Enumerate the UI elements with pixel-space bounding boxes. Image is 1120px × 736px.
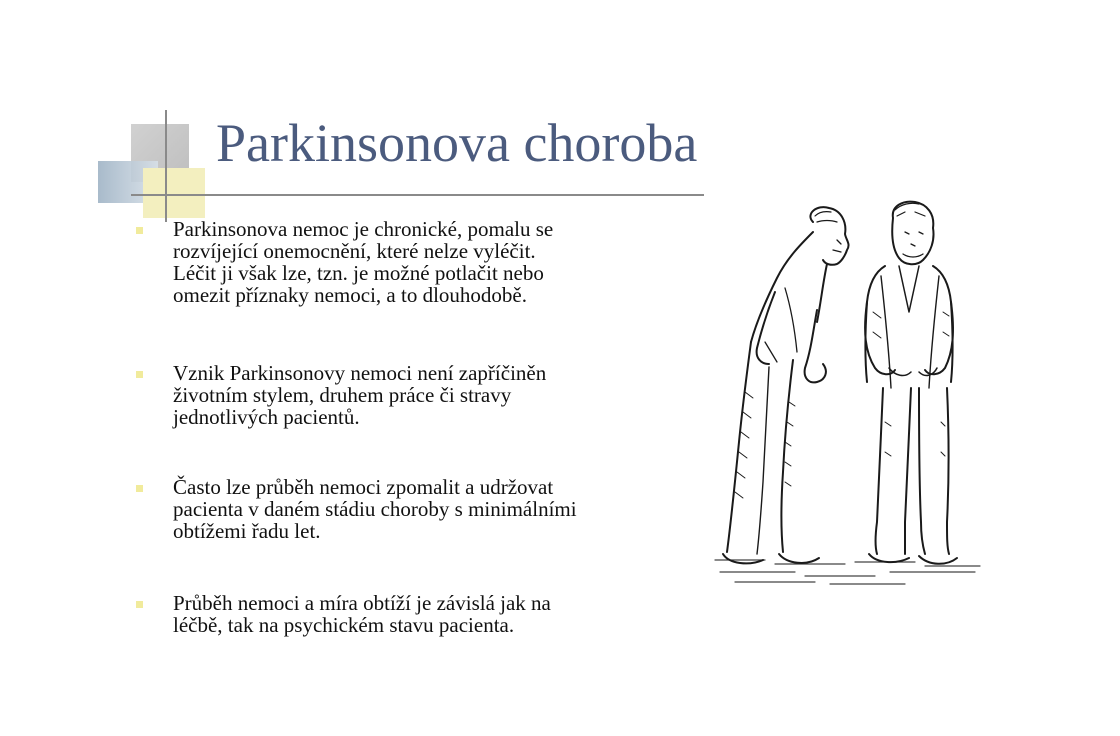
bullet-line: Vznik Parkinsonovy nemoci není zapříčiněn [173,361,547,385]
bullet-item [133,362,546,428]
bullet-line: pacienta v daném stádiu choroby s minimálními [173,497,577,521]
decor-vertical-line [165,110,167,222]
bullet-marker-icon [136,371,143,378]
bullet-marker-icon [136,601,143,608]
bullet-line: životním stylem, druhem práce či stravy [173,383,512,407]
bullet-line: léčbě, tak na psychickém stavu pacienta. [173,613,515,637]
bullet-line: obtížemi řadu let. [173,519,321,543]
bullet-item [133,218,553,306]
bullet-line: Parkinsonova nemoc je chronické, pomalu se [173,217,554,241]
bullet-line: Léčit ji však lze, tzn. je možné potlačit nebo [173,261,544,285]
bullet-line: Průběh nemoci a míra obtíží je závislá jak na [173,591,551,615]
upright-man-figure [865,202,957,564]
bullet-line: jednotlivých pacientů. [173,405,360,429]
bullet-line: omezit příznaky nemoci, a to dlouhodobě. [173,283,527,307]
bullet-marker-icon [136,485,143,492]
decor-yellow-square [143,168,205,218]
bullet-line: Často lze průběh nemoci zpomalit a udržovat [173,475,554,499]
bullet-marker-icon [136,227,143,234]
parkinson-patients-drawing [705,192,985,592]
stooped-man-figure [723,207,849,563]
bullet-item [133,592,551,636]
title-underline [131,194,704,196]
slide-title: Parkinsonova choroba [216,113,698,173]
bullet-item [133,476,577,542]
bullet-line: rozvíjející onemocnění, které nelze vyléčit. [173,239,536,263]
